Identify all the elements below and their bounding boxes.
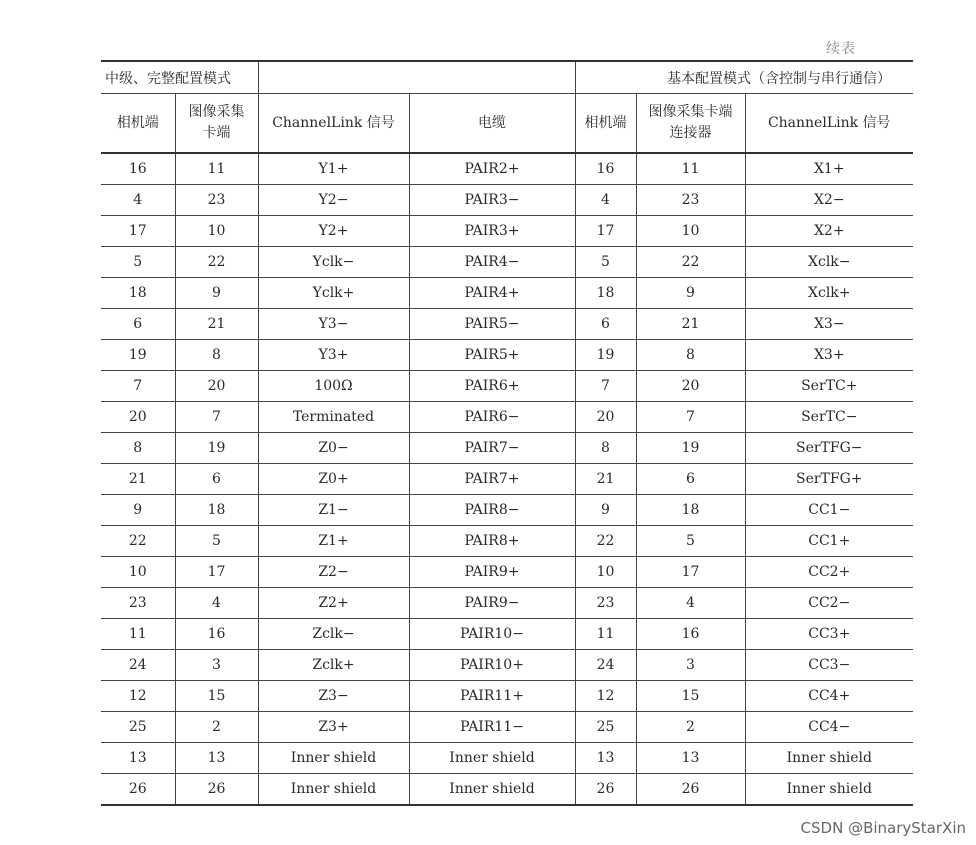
table-row bbox=[101, 619, 913, 650]
cell-grabber-pin-base: 2 bbox=[636, 712, 745, 743]
cell-grabber-pin: 4 bbox=[175, 588, 258, 619]
cell-grabber-pin: 5 bbox=[175, 526, 258, 557]
cell-cable-pair: PAIR8− bbox=[409, 495, 575, 526]
cell-camera-pin-base: 21 bbox=[575, 464, 636, 495]
group-header-full-mode: 中级、完整配置模式 bbox=[101, 61, 258, 94]
cell-signal-base: CC4+ bbox=[745, 681, 913, 712]
cell-camera-pin-base: 22 bbox=[575, 526, 636, 557]
cell-signal: Z0+ bbox=[258, 464, 409, 495]
cell-camera-pin-base: 10 bbox=[575, 557, 636, 588]
cell-camera-pin: 10 bbox=[101, 557, 175, 588]
table-row bbox=[101, 278, 913, 309]
cell-camera-pin-base: 23 bbox=[575, 588, 636, 619]
cell-camera-pin-base: 24 bbox=[575, 650, 636, 681]
header-cable: 电缆 bbox=[409, 94, 575, 154]
cell-camera-pin: 19 bbox=[101, 340, 175, 371]
cell-grabber-pin: 11 bbox=[175, 153, 258, 185]
cell-camera-pin: 5 bbox=[101, 247, 175, 278]
cell-camera-pin: 7 bbox=[101, 371, 175, 402]
cell-grabber-pin: 6 bbox=[175, 464, 258, 495]
cell-camera-pin-base: 8 bbox=[575, 433, 636, 464]
cell-signal: Y2− bbox=[258, 185, 409, 216]
cell-cable-pair: PAIR8+ bbox=[409, 526, 575, 557]
cell-camera-pin-base: 5 bbox=[575, 247, 636, 278]
cell-grabber-pin-base: 20 bbox=[636, 371, 745, 402]
cell-camera-pin: 25 bbox=[101, 712, 175, 743]
cell-signal: Z0− bbox=[258, 433, 409, 464]
cell-grabber-pin: 13 bbox=[175, 743, 258, 774]
cell-camera-pin-base: 13 bbox=[575, 743, 636, 774]
cell-signal-base: Inner shield bbox=[745, 743, 913, 774]
cell-camera-pin: 6 bbox=[101, 309, 175, 340]
cell-cable-pair: PAIR2+ bbox=[409, 153, 575, 185]
cell-cable-pair: Inner shield bbox=[409, 774, 575, 806]
cell-grabber-pin-base: 8 bbox=[636, 340, 745, 371]
cell-grabber-pin-base: 26 bbox=[636, 774, 745, 806]
cell-grabber-pin: 23 bbox=[175, 185, 258, 216]
cell-grabber-pin-base: 10 bbox=[636, 216, 745, 247]
cell-signal-base: X1+ bbox=[745, 153, 913, 185]
header-grabber-connector-right: 图像采集卡端 连接器 bbox=[636, 94, 745, 154]
cell-signal: Zclk− bbox=[258, 619, 409, 650]
cell-grabber-pin: 20 bbox=[175, 371, 258, 402]
cell-cable-pair: PAIR6− bbox=[409, 402, 575, 433]
header-channellink-signal-right: ChannelLink 信号 bbox=[745, 94, 913, 154]
cell-grabber-pin-base: 5 bbox=[636, 526, 745, 557]
cell-signal-base: SerTFG+ bbox=[745, 464, 913, 495]
table-row bbox=[101, 743, 913, 774]
cell-signal: Y2+ bbox=[258, 216, 409, 247]
cell-grabber-pin: 15 bbox=[175, 681, 258, 712]
cell-camera-pin-base: 20 bbox=[575, 402, 636, 433]
table-row bbox=[101, 153, 913, 185]
cell-camera-pin-base: 11 bbox=[575, 619, 636, 650]
cell-grabber-pin: 9 bbox=[175, 278, 258, 309]
cell-signal-base: CC4− bbox=[745, 712, 913, 743]
cell-camera-pin: 18 bbox=[101, 278, 175, 309]
cell-signal: Z2− bbox=[258, 557, 409, 588]
cell-grabber-pin: 16 bbox=[175, 619, 258, 650]
cell-cable-pair: PAIR5− bbox=[409, 309, 575, 340]
cell-camera-pin-base: 16 bbox=[575, 153, 636, 185]
cell-signal-base: Xclk− bbox=[745, 247, 913, 278]
cell-cable-pair: PAIR9+ bbox=[409, 557, 575, 588]
cell-signal-base: X2− bbox=[745, 185, 913, 216]
cell-signal-base: CC1+ bbox=[745, 526, 913, 557]
table-row bbox=[101, 309, 913, 340]
cell-camera-pin: 11 bbox=[101, 619, 175, 650]
table-row bbox=[101, 340, 913, 371]
header-grabber-end-left: 图像采集 卡端 bbox=[175, 94, 258, 154]
cell-signal-base: X3+ bbox=[745, 340, 913, 371]
cell-signal: Y3− bbox=[258, 309, 409, 340]
cell-grabber-pin: 26 bbox=[175, 774, 258, 806]
cell-signal-base: SerTC+ bbox=[745, 371, 913, 402]
group-header-base-mode: 基本配置模式（含控制与串行通信） bbox=[575, 61, 913, 94]
cell-camera-pin: 17 bbox=[101, 216, 175, 247]
group-header-row bbox=[101, 61, 913, 94]
cell-grabber-pin-base: 17 bbox=[636, 557, 745, 588]
cell-grabber-pin: 22 bbox=[175, 247, 258, 278]
cell-signal: Z3+ bbox=[258, 712, 409, 743]
cell-grabber-pin-base: 3 bbox=[636, 650, 745, 681]
cell-cable-pair: PAIR11+ bbox=[409, 681, 575, 712]
table-row bbox=[101, 216, 913, 247]
table-row bbox=[101, 712, 913, 743]
cell-camera-pin: 9 bbox=[101, 495, 175, 526]
cell-signal-base: SerTC− bbox=[745, 402, 913, 433]
cell-cable-pair: PAIR7− bbox=[409, 433, 575, 464]
cell-cable-pair: PAIR4+ bbox=[409, 278, 575, 309]
cell-grabber-pin-base: 6 bbox=[636, 464, 745, 495]
cell-cable-pair: PAIR3− bbox=[409, 185, 575, 216]
table-row bbox=[101, 495, 913, 526]
cell-grabber-pin-base: 22 bbox=[636, 247, 745, 278]
cell-cable-pair: PAIR10+ bbox=[409, 650, 575, 681]
table-row bbox=[101, 185, 913, 216]
cell-signal-base: CC2+ bbox=[745, 557, 913, 588]
cell-signal: Zclk+ bbox=[258, 650, 409, 681]
cell-grabber-pin-base: 19 bbox=[636, 433, 745, 464]
pin-mapping-table bbox=[101, 60, 913, 806]
cell-signal: Y3+ bbox=[258, 340, 409, 371]
cell-camera-pin: 16 bbox=[101, 153, 175, 185]
cell-camera-pin-base: 18 bbox=[575, 278, 636, 309]
table-row bbox=[101, 371, 913, 402]
cell-grabber-pin-base: 15 bbox=[636, 681, 745, 712]
cell-camera-pin: 8 bbox=[101, 433, 175, 464]
cell-grabber-pin: 7 bbox=[175, 402, 258, 433]
cell-camera-pin-base: 17 bbox=[575, 216, 636, 247]
cell-camera-pin: 23 bbox=[101, 588, 175, 619]
table-row bbox=[101, 774, 913, 806]
cell-signal: Yclk− bbox=[258, 247, 409, 278]
cell-grabber-pin-base: 4 bbox=[636, 588, 745, 619]
cell-grabber-pin: 18 bbox=[175, 495, 258, 526]
cell-cable-pair: PAIR3+ bbox=[409, 216, 575, 247]
table-row bbox=[101, 247, 913, 278]
cell-camera-pin: 20 bbox=[101, 402, 175, 433]
continued-mark: 续表 bbox=[826, 41, 856, 57]
cell-grabber-pin-base: 16 bbox=[636, 619, 745, 650]
header-camera-end-right: 相机端 bbox=[575, 94, 636, 154]
cell-signal: 100Ω bbox=[258, 371, 409, 402]
cell-grabber-pin: 19 bbox=[175, 433, 258, 464]
cell-grabber-pin-base: 23 bbox=[636, 185, 745, 216]
cell-grabber-pin: 10 bbox=[175, 216, 258, 247]
cell-grabber-pin: 21 bbox=[175, 309, 258, 340]
cell-signal: Z1− bbox=[258, 495, 409, 526]
header-camera-end-left: 相机端 bbox=[101, 94, 175, 154]
cell-signal: Z1+ bbox=[258, 526, 409, 557]
cell-signal-base: CC3− bbox=[745, 650, 913, 681]
cell-camera-pin: 26 bbox=[101, 774, 175, 806]
cell-cable-pair: Inner shield bbox=[409, 743, 575, 774]
cell-camera-pin: 21 bbox=[101, 464, 175, 495]
table-row bbox=[101, 433, 913, 464]
cell-signal-base: CC1− bbox=[745, 495, 913, 526]
cell-camera-pin-base: 25 bbox=[575, 712, 636, 743]
cell-signal: Y1+ bbox=[258, 153, 409, 185]
cell-camera-pin-base: 9 bbox=[575, 495, 636, 526]
cell-cable-pair: PAIR7+ bbox=[409, 464, 575, 495]
cell-signal: Terminated bbox=[258, 402, 409, 433]
cell-camera-pin-base: 19 bbox=[575, 340, 636, 371]
cell-grabber-pin-base: 11 bbox=[636, 153, 745, 185]
cell-camera-pin: 12 bbox=[101, 681, 175, 712]
cell-grabber-pin: 8 bbox=[175, 340, 258, 371]
cell-grabber-pin-base: 13 bbox=[636, 743, 745, 774]
table-row bbox=[101, 681, 913, 712]
cell-signal: Z2+ bbox=[258, 588, 409, 619]
cell-camera-pin-base: 4 bbox=[575, 185, 636, 216]
cell-camera-pin-base: 12 bbox=[575, 681, 636, 712]
cell-camera-pin-base: 7 bbox=[575, 371, 636, 402]
cell-signal: Yclk+ bbox=[258, 278, 409, 309]
cell-grabber-pin-base: 18 bbox=[636, 495, 745, 526]
cell-camera-pin: 24 bbox=[101, 650, 175, 681]
cell-camera-pin-base: 26 bbox=[575, 774, 636, 806]
cell-grabber-pin-base: 9 bbox=[636, 278, 745, 309]
cell-camera-pin-base: 6 bbox=[575, 309, 636, 340]
column-header-row bbox=[101, 94, 913, 154]
cell-grabber-pin: 17 bbox=[175, 557, 258, 588]
cell-cable-pair: PAIR10− bbox=[409, 619, 575, 650]
cell-signal: Inner shield bbox=[258, 774, 409, 806]
cell-signal: Z3− bbox=[258, 681, 409, 712]
cell-grabber-pin-base: 7 bbox=[636, 402, 745, 433]
table-row bbox=[101, 650, 913, 681]
group-header-middle bbox=[258, 61, 575, 94]
cell-cable-pair: PAIR6+ bbox=[409, 371, 575, 402]
cell-signal-base: X2+ bbox=[745, 216, 913, 247]
table-row bbox=[101, 557, 913, 588]
header-channellink-signal-left: ChannelLink 信号 bbox=[258, 94, 409, 154]
cell-camera-pin: 22 bbox=[101, 526, 175, 557]
cell-signal-base: X3− bbox=[745, 309, 913, 340]
table-row bbox=[101, 588, 913, 619]
cell-grabber-pin: 3 bbox=[175, 650, 258, 681]
cell-cable-pair: PAIR4− bbox=[409, 247, 575, 278]
cell-cable-pair: PAIR5+ bbox=[409, 340, 575, 371]
table-row bbox=[101, 526, 913, 557]
cell-signal-base: CC2− bbox=[745, 588, 913, 619]
cell-grabber-pin-base: 21 bbox=[636, 309, 745, 340]
cell-signal-base: Xclk+ bbox=[745, 278, 913, 309]
cell-signal: Inner shield bbox=[258, 743, 409, 774]
cell-signal-base: Inner shield bbox=[745, 774, 913, 806]
watermark: CSDN @BinaryStarXin bbox=[800, 819, 966, 837]
table-row bbox=[101, 402, 913, 433]
cell-signal-base: CC3+ bbox=[745, 619, 913, 650]
cell-signal-base: SerTFG− bbox=[745, 433, 913, 464]
cell-cable-pair: PAIR11− bbox=[409, 712, 575, 743]
cell-grabber-pin: 2 bbox=[175, 712, 258, 743]
table-row bbox=[101, 464, 913, 495]
cell-cable-pair: PAIR9− bbox=[409, 588, 575, 619]
cell-camera-pin: 13 bbox=[101, 743, 175, 774]
cell-camera-pin: 4 bbox=[101, 185, 175, 216]
